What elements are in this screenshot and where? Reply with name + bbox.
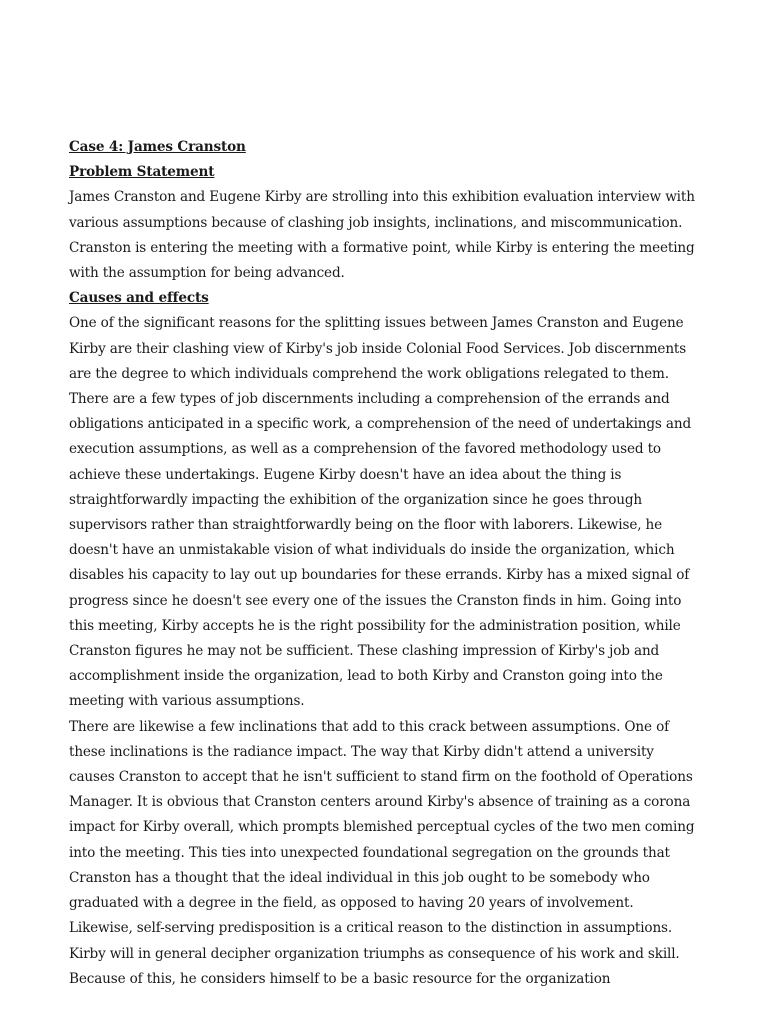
case-title: Case 4: James Cranston	[69, 139, 246, 155]
problem-statement-heading: Problem Statement	[69, 164, 215, 181]
causes-effects-heading: Causes and effects	[69, 290, 209, 307]
causes-paragraph-1: One of the significant reasons for the splitting issues between James Cranston and Eugene Kirby are their clashing view of Kirby's job inside Colonial Food Services. Job discernments are the degree to which individuals comprehend the work obligations relegated to them. There are a few types of job discernments including a comprehension of the errands and obligations anticipated in a specific work, a comprehension of the need of undertakings and execution assumptions, as well as a comprehension of the favored methodology used to achieve these undertakings. Eugene Kirby doesn't have an idea about the thing is straightforwardly impacting the exhibition of the organization since he goes through supervisors rather than straightforwardly being on the floor with laborers. Likewise, he doesn't have an unmistakable vision of what individuals do inside the organization, which disables his capacity to lay out up boundaries for these errands. Kirby has a mixed signal of progress since he doesn't see every one of the issues the Cranston finds in him. Going into this meeting, Kirby accepts he is the right possibility for the administration position, while Cranston figures he may not be sufficient. These clashing impression of Kirby's job and accomplishment inside the organization, lead to both Kirby and Cranston going into the meeting with various assumptions.	[69, 315, 692, 710]
problem-statement-paragraph: James Cranston and Eugene Kirby are strolling into this exhibition evaluation interview with various assumptions because of clashing job insights, inclinations, and miscommunication. Cranston is entering the meeting with a formative point, while Kirby is entering the meeting with the assumption for being advanced.	[69, 189, 695, 282]
document-body	[69, 135, 697, 992]
causes-paragraph-2: There are likewise a few inclinations that add to this crack between assumptions. One of these inclinations is the radiance impact. The way that Kirby didn't attend a university causes Cranston to accept that he isn't sufficient to stand firm on the foothold of Operations Manager. It is obvious that Cranston centers around Kirby's absence of training as a corona impact for Kirby overall, which prompts blemished perceptual cycles of the two men coming into the meeting. This ties into unexpected foundational segregation on the grounds that Cranston has a thought that the ideal individual in this job ought to be somebody who graduated with a degree in the field, as opposed to having 20 years of involvement. Likewise, self-serving predisposition is a critical reason to the distinction in assumptions. Kirby will in general decipher organization triumphs as consequence of his work and skill. Because of this, he considers himself to be a basic resource for the organization	[69, 718, 695, 987]
